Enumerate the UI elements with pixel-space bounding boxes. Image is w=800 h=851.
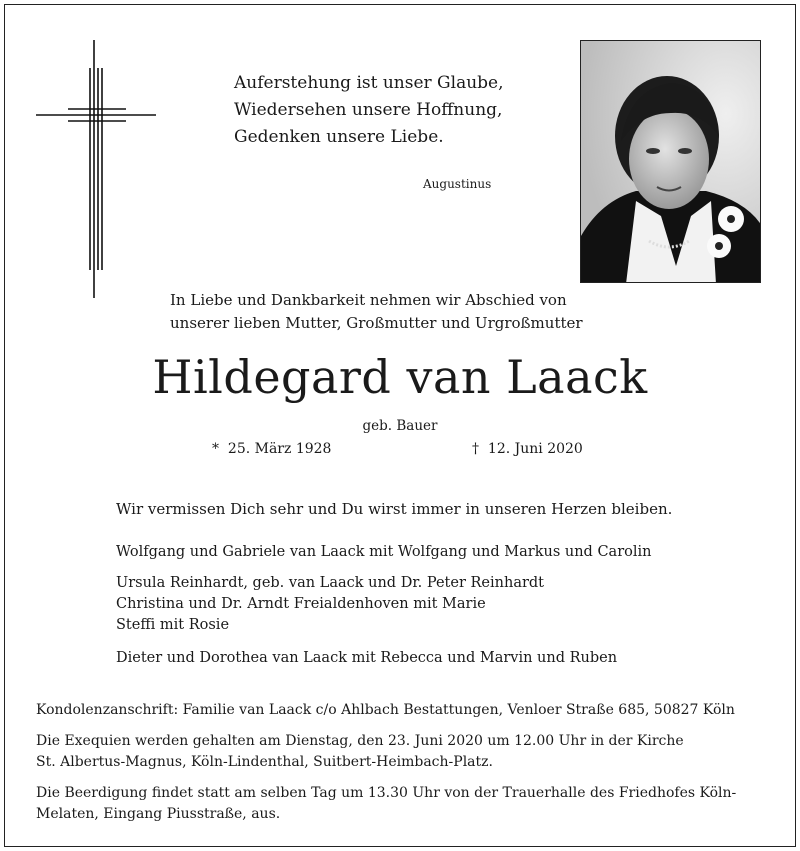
info-line: Die Exequien werden gehalten am Dienstag, den 23. Juni 2020 um 12.00 Uhr in der Kirche — [36, 733, 684, 749]
quote-line: Auferstehung ist unser Glaube, — [234, 73, 504, 93]
family-group — [116, 648, 617, 669]
memorial-message: Wir vermissen Dich sehr und Du wirst immer in unseren Herzen bleiben. — [116, 500, 673, 518]
quote — [234, 70, 504, 151]
birth-date-line — [212, 441, 331, 457]
death-date: 12. Juni 2020 — [487, 441, 583, 457]
family-line: Dieter und Dorothea van Laack mit Rebecca und Marvin und Ruben — [116, 650, 618, 666]
family-line: Steffi mit Rosie — [116, 617, 230, 633]
family-group — [116, 573, 544, 636]
death-date-line — [472, 441, 583, 457]
quote-line: Wiedersehen unsere Hoffnung, — [234, 100, 503, 120]
exequien-info — [36, 731, 684, 773]
maiden-name: geb. Bauer — [362, 418, 438, 434]
info-line: Die Beerdigung findet statt am selben Tag um 13.30 Uhr von der Trauerhalle des Friedhofes Köln- — [36, 785, 737, 801]
portrait-photo — [580, 40, 761, 283]
family-group — [116, 542, 651, 563]
intro-text — [170, 289, 583, 335]
quote-author: Augustinus — [423, 177, 492, 191]
quote-line: Gedenken unsere Liebe. — [234, 127, 444, 147]
birth-symbol: * — [212, 441, 219, 457]
info-line: Melaten, Eingang Piusstraße, aus. — [36, 806, 281, 822]
birth-date: 25. März 1928 — [227, 441, 332, 457]
info-line: St. Albertus-Magnus, Köln-Lindenthal, Suitbert-Heimbach-Platz. — [36, 754, 493, 770]
deceased-name: Hildegard van Laack — [152, 350, 648, 404]
family-line: Wolfgang und Gabriele van Laack mit Wolfgang und Markus und Carolin — [116, 544, 652, 560]
intro-line: unserer lieben Mutter, Großmutter und Urgroßmutter — [170, 314, 583, 332]
family-line: Christina und Dr. Arndt Freialdenhoven mit Marie — [116, 596, 486, 612]
condolence-address: Kondolenzanschrift: Familie van Laack c/o Ahlbach Bestattungen, Venloer Straße 685, 50827 Köln — [36, 702, 735, 718]
intro-line: In Liebe und Dankbarkeit nehmen wir Abschied von — [170, 291, 567, 309]
death-symbol: † — [472, 441, 479, 457]
burial-info — [36, 783, 736, 825]
cross-icon — [36, 40, 156, 298]
family-line: Ursula Reinhardt, geb. van Laack und Dr. Peter Reinhardt — [116, 575, 545, 591]
portrait-image — [581, 41, 761, 283]
